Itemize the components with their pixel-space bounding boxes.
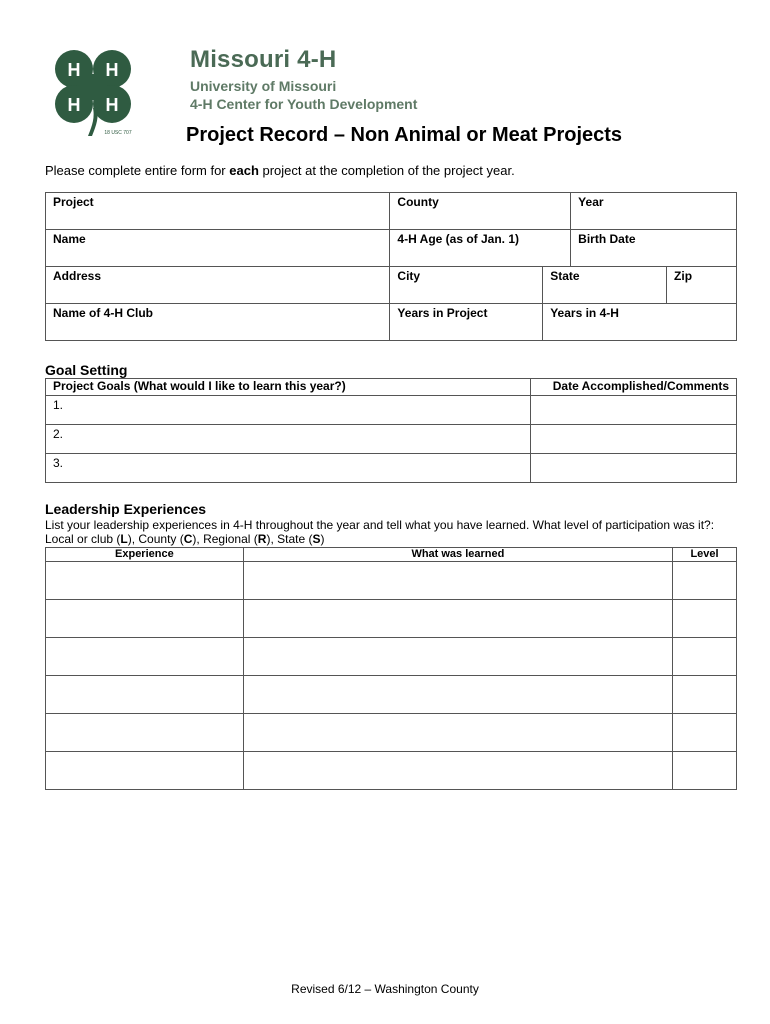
learned-cell[interactable] <box>243 676 672 714</box>
address-field[interactable]: Address <box>46 267 390 304</box>
org-title: Missouri 4-H <box>190 46 337 73</box>
experience-column-header: Experience <box>46 548 244 562</box>
date-comments-column-header: Date Accomplished/Comments <box>531 379 737 396</box>
city-field[interactable]: City <box>390 267 543 304</box>
clover-center <box>80 74 106 100</box>
instructions-text-end: project at the completion of the project year. <box>258 163 515 178</box>
footer-revision: Revised 6/12 – Washington County <box>291 982 479 996</box>
level-state: S <box>312 532 321 546</box>
instructions <box>45 163 515 178</box>
learned-column-header: What was learned <box>243 548 672 562</box>
4h-clover-logo <box>52 46 138 138</box>
state-field[interactable]: State <box>543 267 667 304</box>
goal-row-1[interactable]: 1. <box>46 396 531 425</box>
learned-cell[interactable] <box>243 714 672 752</box>
goal-row-2[interactable]: 2. <box>46 425 531 454</box>
clover-letter: H <box>67 60 81 80</box>
level-cell[interactable] <box>673 562 737 600</box>
goals-table <box>45 378 737 483</box>
goal-comment-1[interactable] <box>531 396 737 425</box>
document-title: Project Record – Non Animal or Meat Projects <box>186 124 623 146</box>
desc-text: ), County ( <box>127 532 184 546</box>
level-cell[interactable] <box>673 752 737 790</box>
desc-text: ) <box>320 532 325 546</box>
zip-field[interactable]: Zip <box>667 267 737 304</box>
goal-comment-2[interactable] <box>531 425 737 454</box>
leadership-description <box>45 518 735 546</box>
table-row <box>46 714 737 752</box>
level-cell[interactable] <box>673 676 737 714</box>
learned-cell[interactable] <box>243 638 672 676</box>
table-row <box>46 600 737 638</box>
experience-cell[interactable] <box>46 676 244 714</box>
table-row <box>46 562 737 600</box>
goal-setting-heading: Goal Setting <box>45 362 128 378</box>
goal-row-3[interactable]: 3. <box>46 454 531 483</box>
info-form-table <box>45 192 737 341</box>
level-cell[interactable] <box>673 714 737 752</box>
org-subtitle-center: 4-H Center for Youth Development <box>190 96 418 112</box>
learned-cell[interactable] <box>243 752 672 790</box>
learned-cell[interactable] <box>243 562 672 600</box>
project-field[interactable]: Project <box>46 193 390 230</box>
experience-cell[interactable] <box>46 714 244 752</box>
level-column-header: Level <box>673 548 737 562</box>
table-row <box>46 752 737 790</box>
learned-cell[interactable] <box>243 600 672 638</box>
table-row <box>46 638 737 676</box>
clover-letter: H <box>105 95 119 115</box>
level-local: L <box>120 532 128 546</box>
leadership-heading: Leadership Experiences <box>45 501 207 517</box>
desc-text: ), State ( <box>266 532 313 546</box>
age-field[interactable]: 4-H Age (as of Jan. 1) <box>390 230 571 267</box>
desc-text: List your leadership experiences in 4-H throughout the year and tell what you have learned. What level of participation was it?: Local or club ( <box>45 518 715 546</box>
logo-text: 18 USC 707 <box>104 130 132 136</box>
table-row <box>46 676 737 714</box>
years-in-project-field[interactable]: Years in Project <box>390 304 543 341</box>
instructions-emphasis: each <box>229 163 259 178</box>
desc-text: ), Regional ( <box>192 532 258 546</box>
clover-letter: H <box>105 60 119 80</box>
leadership-table <box>45 547 737 790</box>
level-cell[interactable] <box>673 638 737 676</box>
level-regional: R <box>257 532 267 546</box>
goals-column-header: Project Goals (What would I like to learn this year?) <box>46 379 531 396</box>
experience-cell[interactable] <box>46 600 244 638</box>
year-field[interactable]: Year <box>571 193 737 230</box>
level-county: C <box>183 532 193 546</box>
birth-date-field[interactable]: Birth Date <box>571 230 737 267</box>
level-cell[interactable] <box>673 600 737 638</box>
goal-comment-3[interactable] <box>531 454 737 483</box>
instructions-text: Please complete entire form for <box>45 163 230 178</box>
experience-cell[interactable] <box>46 638 244 676</box>
club-field[interactable]: Name of 4-H Club <box>46 304 390 341</box>
name-field[interactable]: Name <box>46 230 390 267</box>
years-in-4h-field[interactable]: Years in 4-H <box>543 304 737 341</box>
experience-cell[interactable] <box>46 752 244 790</box>
experience-cell[interactable] <box>46 562 244 600</box>
clover-letter: H <box>67 95 81 115</box>
county-field[interactable]: County <box>390 193 571 230</box>
org-subtitle-university: University of Missouri <box>190 78 337 94</box>
